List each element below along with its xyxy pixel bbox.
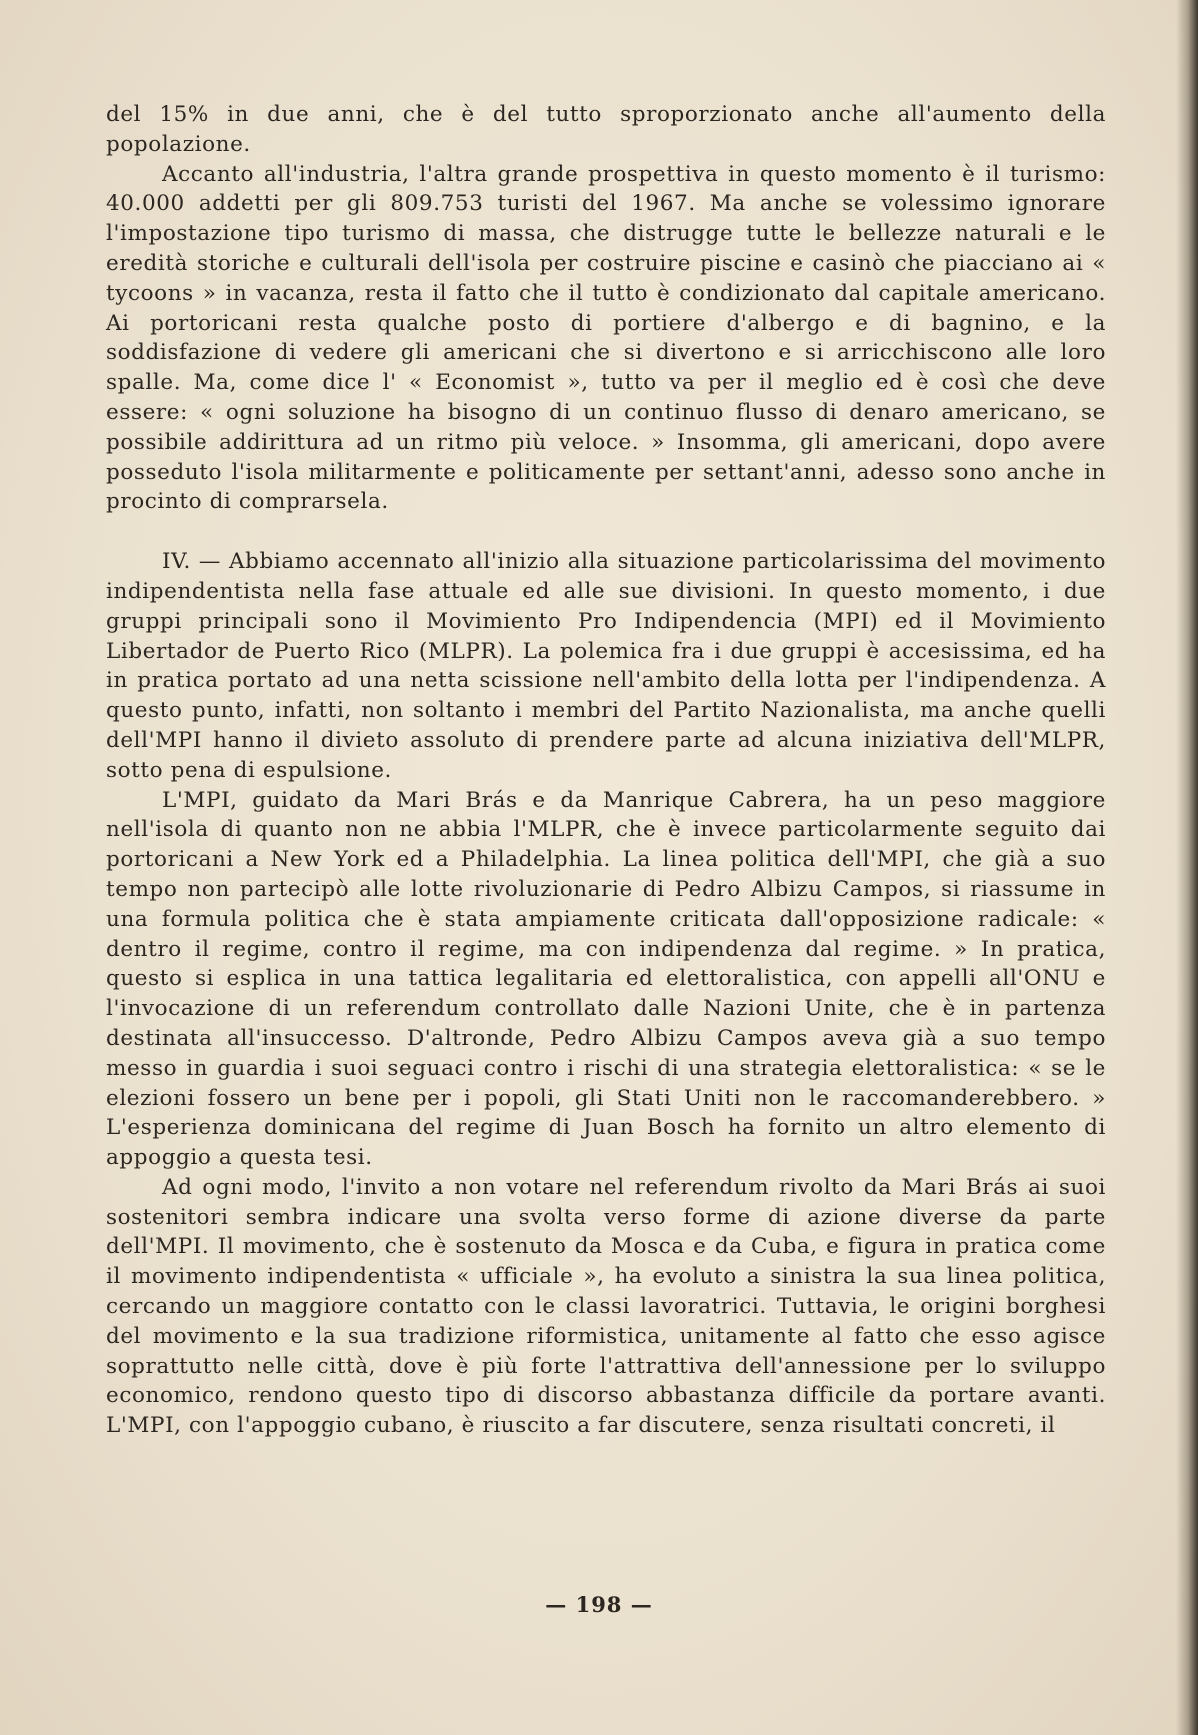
body-text — [106, 100, 1106, 1441]
page-number: — 198 — — [545, 1592, 653, 1617]
paragraph-section-iv: IV. — Abbiamo accennato all'inizio alla situazione particolarissima del movimento indipendentista nella fase attuale ed alle sue divisioni. In questo momento, i due gruppi principali sono il Movimiento Pro Indipendencia (MPI) ed il Movimiento Libertador de Puerto Rico (MLPR). La polemica fra i due gruppi è accesissima, ed ha in pratica portato ad una netta scissione nell'ambito della lotta per l'indipendenza. A questo punto, infatti, non soltanto i membri del Partito Nazionalista, ma anche quelli dell'MPI hanno il divieto assoluto di prendere parte ad alcuna iniziativa dell'MLPR, sotto pena di espulsione. — [106, 549, 1106, 783]
paragraph-continuation: del 15% in due anni, che è del tutto sproporzionato anche all'aumento della popolazione. — [106, 102, 1106, 157]
paragraph-referendum: Ad ogni modo, l'invito a non votare nel referendum rivolto da Mari Brás ai suoi sostenitori sembra indicare una svolta verso forme di azione diverse da parte dell'MPI. Il movimento, che è sostenuto da Mosca e da Cuba, e figura in pratica come il movimento indipendentista « ufficiale », ha evoluto a sinistra la sua linea politica, cercando un maggiore contatto con le classi lavoratrici. Tuttavia, le origini borghesi del movimento e la sua tradizione riformistica, unitamente al fatto che esso agisce soprattutto nelle città, dove è più forte l'attrattiva dell'annessione per lo sviluppo economico, rendono questo tipo di discorso abbastanza difficile da portare avanti. L'MPI, con l'appoggio cubano, è riuscito a far discutere, senza risultati concreti, il — [106, 1174, 1106, 1439]
page-edge-shadow — [1176, 0, 1198, 1735]
paragraph-mpi: L'MPI, guidato da Mari Brás e da Manrique Cabrera, ha un peso maggiore nell'isola di quanto non ne abbia l'MLPR, che è invece particolarmente seguito dai portoricani a New York ed a Philadelphia. La linea politica dell'MPI, che già a suo tempo non partecipò alle lotte rivoluzionarie di Pedro Albizu Campos, si riassume in una formula politica che è stata ampiamente criticata dall'opposizione radicale: « dentro il regime, contro il regime, ma con indipendenza dal regime. » In pratica, questo si esplica in una tattica legalitaria ed elettoralistica, con appelli all'ONU e l'invocazione di un referendum controllato dalle Nazioni Unite, che è in partenza destinata all'insuccesso. D'altronde, Pedro Albizu Campos aveva già a suo tempo messo in guardia i suoi seguaci contro i rischi di una strategia elettoralistica: « se le elezioni fossero un bene per i popoli, gli Stati Uniti non le raccomanderebbero. » L'esperienza dominicana del regime di Juan Bosch ha fornito un altro elemento di appoggio a questa tesi. — [106, 787, 1106, 1171]
paragraph-tourism: Accanto all'industria, l'altra grande prospettiva in questo momento è il turismo: 40.000 addetti per gli 809.753 turisti del 1967. Ma anche se volessimo ignorare l'impostazione tipo turismo di massa, che distrugge tutte le bellezze naturali e le eredità storiche e culturali dell'isola per costruire piscine e casinò che piacciano ai « tycoons » in vacanza, resta il fatto che il tutto è condizionato dal capitale americano. Ai portoricani resta qualche posto di portiere d'albergo e di bagnino, e la soddisfazione di vedere gli americani che si divertono e si arricchiscono alle loro spalle. Ma, come dice l' « Economist », tutto va per il meglio ed è così che deve essere: « ogni soluzione ha bisogno di un continuo flusso di denaro americano, se possibile addirittura ad un ritmo più veloce. » Insomma, gli americani, dopo avere posseduto l'isola militarmente e politicamente per settant'anni, adesso sono anche in procinto di comprarsela. — [106, 161, 1106, 515]
